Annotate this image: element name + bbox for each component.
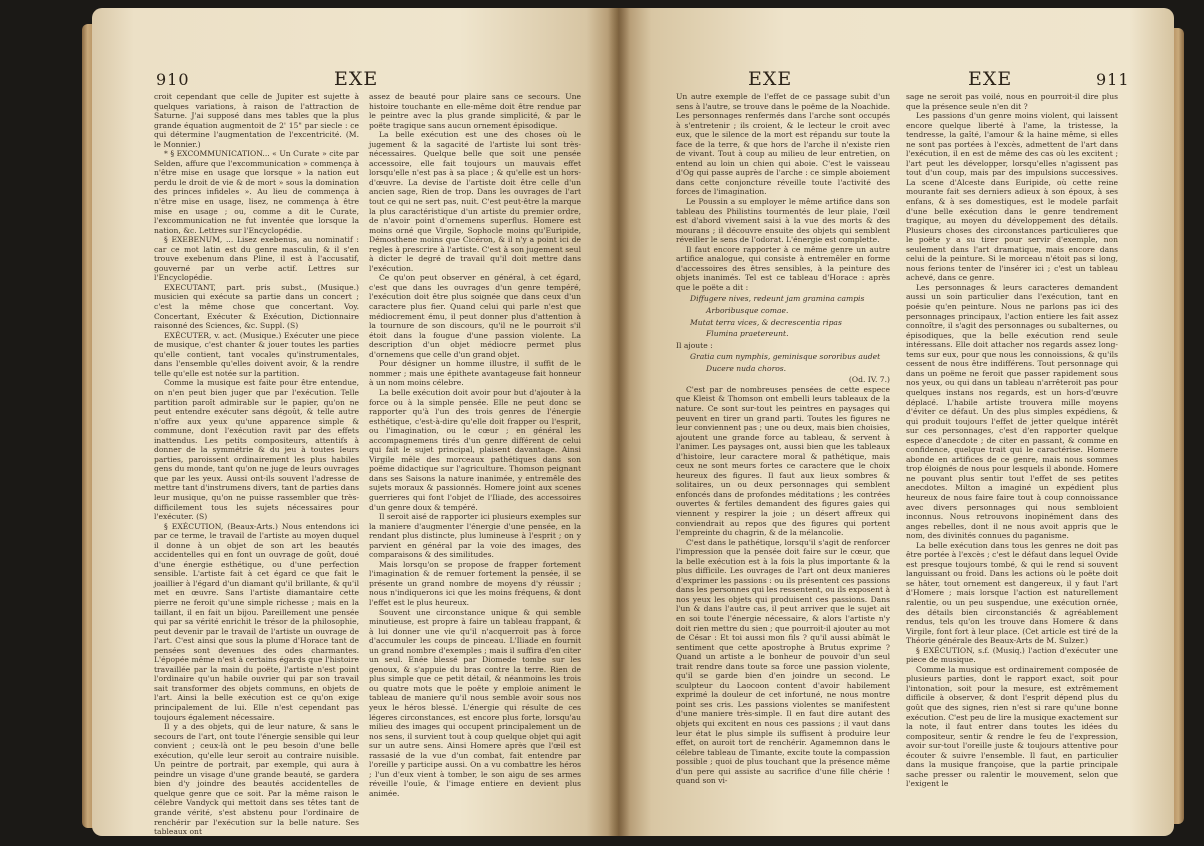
- right-page: [618, 8, 1174, 836]
- paragraph: C'est par de nombreuses pensées de cette espece que Kleist & Thomson ont embelli leurs tableaux de la nature. Ce sont sur-tout les peintres en paysages qui peuvent en tirer un grand parti. Toutes les figures ne leur conviennent pas ; une ou deux, mais bien choisies, ajoutent une grande force au tableau, & servent à l'animer. Les paysages ont, aussi bien que les tableaux d'histoire, leur caractere moral & pathétique, mais ceux ne sont meurs fortes ce caractere que le choix heureux des figures. Il faut aux lieux sombres & solitaires, un ou deux personnages qui semblent enfoncés dans de profondes méditations ; les contrées ouvertes & fertiles demandent des figures gaies qui viennent y respirer la joie ; un désert affreux qui conviendrait au repos que des figures qui portent l'empreinte du chagrin, & de la mélancolie.: [676, 384, 890, 538]
- paragraph: Les passions d'un genre moins violent, qui laissent encore quelque liberté à l'ame, la tristesse, la tendresse, la gaîté, l'amour & la haine même, si elles ne sont pas portées à l'excès, admettent de l'art dans l'exécution, il en est de même des cas où les excitent ; l'art peut les développer, lorsqu'elles n'agissent pas tout d'un coup, mais par des impulsions successives. La scene d'Alceste dans Euripide, où cette reine mourante fait ses derniers adieux à son époux, à ses enfans, & à ses domestiques, est le modele parfait d'une belle exécution dans le genre tendrement tragique, au moyen du développement des détails. Plusieurs choses des circonstances particulieres que le poëte y a su tirer pour servir d'exemple, non seulement dans l'art dramatique, mais encore dans celui de la peinture. Si le morceau n'étoit pas si long, nous ferions tenter de l'insérer ici ; c'est un tableau achevé, dans ce genre.: [906, 111, 1118, 283]
- verse-line: Diffugere nives, redeunt jam gramina campis: [690, 294, 865, 304]
- paragraph: C'est dans le pathétique, lorsqu'il s'agit de renforcer l'impression que la pensée doit faire sur le cœur, que la belle exécution est à la fois la plus importante & la plus difficile. Les ouvrages de l'art ont deux manieres d'exprimer les passions : ou ils présentent ces passions dans les personnes qui les ressentent, ou ils exposent à nos yeux les objets qui produisent ces passions. Dans l'un & dans l'autre cas, il peut arriver que le sujet ait en soi toute l'énergie nécessaire, & alors l'artiste n'y doit rien mettre du sien ; que pourroit-il ajouter au mot de César : Et toi aussi mon fils ? qu'il aussi abîmât le sentiment que cette apostrophe à Brutus exprime ? Quand un artiste a le bonheur de pouvoir d'un seul trait rendre dans toute sa force une passion violente, qu'il se garde bien d'en joindre un second. Le sculpteur du Laocoon content d'avoir habilement exprimé la douleur de cet infortuné, ne nous montre point ses cris. Les passions violentes se manifestent d'une maniere très-simple. Il en faut dire autant des objets qui excitent en nous ces passions ; il vaut dans leur état le plus simple ils suffisent à produire leur effet, on auroit tort de renchérir. Agamemnon dans le célebre tableau de Timante, excite toute la compassion possible ; quoi de plus touchant que la présence même d'un pere qui assiste au sacrifice d'une fille chérie ! quand son vi-: [676, 537, 890, 786]
- verse-line: Ducere nuda choros.: [706, 363, 787, 373]
- right-column-2: [906, 92, 1118, 789]
- paragraph: Il faut encore rapporter à ce même genre un autre artifice analogue, qui consiste à entremêler en forme d'accessoires des êtres sensibles, à la peinture des objets inanimés. Tel est ce tableau d'Horace : après que le poëte a dit :: [676, 244, 890, 292]
- paragraph: La belle exécution dans tous les genres ne doit pas être portée à l'excès ; c'est le défaut dans lequel Ovide est presque toujours tombé, & qui le rend si souvent languissant ou froid. Dans les actions où le poëte doit se hâter, tout ornement est dangereux, il y faut l'art d'Homere ; mais lorsque l'action est naturellement ralentie, ou un peu suspendue, une exécution ornée, des détails bien circonstanciés & agréablement rendus, tels qu'on les trouve dans Homere & dans Virgile, font fort à leur place. (Cet article est tiré de la Théorie générale des Beaux-Arts de M. Sulzer.): [906, 540, 1118, 646]
- verse-line: Arboribusque comae.: [706, 306, 789, 316]
- paragraph: Le Poussin a su employer le même artifice dans son tableau des Philistins tourmentés de leur plaie, l'œil est d'abord vivement saisi à la vue des morts & des mourans ; il découvre ensuite des objets qui semblent réveiller le sens de l'odorat. L'énergie est complette.: [676, 197, 890, 245]
- paragraph: § EXÉCUTION, s.f. (Musiq.) l'action d'exécuter une piece de musique.: [906, 645, 1118, 665]
- paragraph: Comme la musique est ordinairement composée de plusieurs parties, dont le rapport exact, soit pour l'intonation, soit pour la mesure, est extrêmement difficile à observer, & dont l'esprit dépend plus du goût que des signes, rien n'est si rare qu'une bonne exécution. C'est peu de lire la musique exactement sur la note, il faut entrer dans toutes les idées du compositeur, sentir & rendre le feu de l'expression, avoir sur-tout l'oreille juste & toujours attentive pour écouter & suivre l'ensemble. Il faut, en particulier dans la musique françoise, que la partie principale sache presser ou ralentir le mouvement, selon que l'exigent le: [906, 664, 1118, 789]
- paragraph: Mais lorsqu'on se propose de frapper fortement l'imagination & de remuer fortement la pensée, il se présente un grand nombre de moyens d'y réussir ; nous n'indiquerons ici que les moins fréquens, & dont l'effet est le plus heureux.: [369, 559, 581, 607]
- paragraph: Un autre exemple de l'effet de ce passage subit d'un sens à l'autre, se trouve dans le poëme de la Noachide. Les personnages renfermés dans l'arche sont occupés à s'entretenir ; ils croient, & le lecteur le croit avec eux, que le silence de la mort est répandu sur toute la face de la terre, & que hors de l'arche il n'existe rien de vivant. Tout à coup au milieu de leur entretien, on entend au loin un chien qui aboie. C'est le vaisseau d'Og qui passe auprès de l'arche : ce simple aboiement dans cette conjoncture réveille toute l'activité des forces de l'imagination.: [676, 92, 890, 197]
- paragraph: sage ne seroit pas voilé, nous en pourroit-il dire plus que la présence seule n'en dit ?: [906, 92, 1118, 111]
- paragraph: * § EXCOMMUNICATION... « Un Curate » cite par Selden, affure que l'excommunication » commença à n'être mise en usage que lorsque » la nation eut perdu le droit de vie & de mort » sous la domination des princes infideles ». Au lieu de commença à n'être mise en usage, lisez, ne commença à être mise en usage ; ou, comme a dit le Curate, l'excommunication ne fut inventée que lorsque la nation, &c. Lettres sur l'Encyclopédie.: [154, 149, 359, 235]
- paragraph: Il y a des objets, qui de leur nature, & sans le secours de l'art, ont toute l'énergie sensible qui leur convient ; ceux-là ont le peu besoin d'une belle exécution, qu'elle leur seroit au contraire nuisible. Un peintre de portrait, par exemple, qui aura à peindre un visage d'une grande beauté, se gardera bien d'y joindre des beautés accidentelles de quelque genre que ce soit. Par la même raison le célebre Vandyck qui mettoit dans ses têtes tant de grande vérité, s'est abstenu pour l'ordinaire de renchérir par l'exécution sur la belle nature. Ses tableaux ont: [154, 722, 359, 836]
- paragraph: La belle exécution est une des choses où le jugement & la sagacité de l'artiste lui sont très-nécessaires. Quelque belle que soit une pensée accessoire, elle fait toujours un mauvais effet lorsqu'elle n'est pas à sa place ; & qu'elle est un hors-d'œuvre. La devise de l'artiste doit être celle d'un ancien sage, Rien de trop. Dans les ouvrages de l'art tout ce qui ne sert pas, nuit. C'est peut-être la marque la plus caractéristique d'un artiste du premier ordre, de n'avoir point d'ornemens superflus. Homere est moins orné que Virgile, Sophocle moins qu'Euripide, Démosthene moins que Cicéron, & il n'y a point ici de regles à prescrire à l'artiste. C'est à son jugement seul à dicter le degré de travail qu'il doit mettre dans l'exécution.: [369, 130, 581, 273]
- verse-line: Gratia cum nymphis, geminisque sororibus audet: [690, 352, 881, 362]
- paragraph: § EXÉCUTION, (Beaux-Arts.) Nous entendons ici par ce terme, le travail de l'artiste au moyen duquel il donne à un objet de son art les beautés accidentelles qui en font un ouvrage de goût, doué d'une énergie esthétique, ou d'une perfection sensible. L'artiste fait à cet égard ce que fait le joaillier à l'égard d'un diamant qu'il brillante, & qu'il met en œuvre. Sans l'artiste diamantaire cette pierre ne feroit qu'une simple richesse ; mais en la taillant, il en fait un bijou. Pareillement une pensée qui par sa vérité enrichit le trésor de la philosophie, peut devenir par le travail de l'artiste un ouvrage de l'art. C'est ainsi que sous la plume d'Horace tant de pensées sont devenues des odes charmantes. L'épopée même n'est à certains égards que l'histoire travaillée par la main du poëte, l'artiste n'est point l'ordinaire qu'un habile ouvrier qui par son travail sait transformer des objets communs, en objets de l'art. Ainsi la belle exécution est ce qu'on exige principalement de lui. Elle n'est cependant pas toujours également nécessaire.: [154, 521, 359, 722]
- paragraph: § EXEBENUM, ... Lisez exebenus, au nominatif : car ce mot latin est du genre masculin, & il s'en trouve exebenum dans Pline, il est à l'accusatif, gouverné par un verbe actif. Lettres sur l'Encyclopédie.: [154, 235, 359, 283]
- book-gutter: [608, 8, 630, 836]
- paragraph: Souvent une circonstance unique & qui semble minutieuse, est propre à faire un tableau frappant, & à lui donner une vie qu'il n'acquerroit pas à force d'accumuler les coups de pinceau. L'Iliade en fournit un grand nombre d'exemples ; mais il suffira d'en citer un seul. Enée blessé par Diomede tombe sur les genoux, & s'appuie du bras contre la terre. Rien de plus simple que ce petit détail, & néanmoins les trois ou quatre mots que le poëte y emploie animent le tableau de maniere qu'il nous semble avoir sous nos yeux le héros blessé. L'énergie qui résulte de ces légeres circonstances, est encore plus forte, lorsqu'au milieu des images qui occupent principalement un de nos sens, il survient tout à coup quelque objet qui agit sur un autre sens. Ainsi Homere après que l'œil est rassasié de la vue d'un combat, fait entendre par l'oreille y participe aussi. On a vu combattre les héros ; l'un d'eux vient à tomber, le son aigu de ses armes réveille l'ouïe, & l'image entiere en devient plus animée.: [369, 607, 581, 798]
- verse-citation: (Od. IV. 7.): [848, 375, 890, 385]
- verse-intro: Il ajoute :: [676, 340, 713, 350]
- left-running-head: EXE: [334, 68, 379, 90]
- paragraph: Il seroit aisé de rapporter ici plusieurs exemples sur la maniere d'augmenter l'énergie d'une pensée, en la rendant plus distincte, plus lumineuse à l'esprit ; on y parvient en général par la voie des images, des comparaisons & des similitudes.: [369, 512, 581, 560]
- paragraph: EXECUTANT, part. pris subst., (Musique.) musicien qui exécute sa partie dans un concert ; c'est la même chose que concertant. Voy. Concertant, Exécuter & Exécution, Dictionnaire raisonné des Sciences, &c. Suppl. (S): [154, 282, 359, 331]
- paragraph: EXÉCUTER, v. act. (Musique.) Exécuter une piece de musique, c'est chanter & jouer toutes les parties qu'elle contient, tant vocales qu'instrumentales, dans l'ensemble qu'elles doivent avoir, & la rendre telle qu'elle est notée sur la partition.: [154, 330, 359, 378]
- left-page: [92, 8, 618, 836]
- paragraph: Les personnages & leurs caracteres demandent aussi un soin particulier dans l'exécution, tant en poésie qu'en peinture. Nous ne parlons pas ici des personnages principaux, l'action entiere les fait assez connoître, il s'agit des personnages ou subalternes, ou épisodiques, que la belle exécution rend seule intéressans. Elle doit attacher nos regards assez long-tems sur eux, pour que nous les connoissions, & qu'ils cessent de nous être indifférens. Tout personnage qui dans un poëme ne feroit que passer rapidement sous nos yeux, ou qui dans un tableau n'arrêteroit pas pour quelques instans nos regards, est un hors-d'œuvre déplacé. L'habile artiste trouvera mille moyens d'éviter ce défaut. Un des plus simples expédiens, & qui produit toujours l'effet de jetter quelque intérêt sur ces personnages, c'est d'en rapporter quelque espece d'anecdote ; de citer en passant, & comme en confidence, quelque trait qui le caractérise. Homere abonde en artifices de ce genre, mais nous sommes trop éloignés de nous pour lesquels il abonde. Homere ne pouvant plus sentir tout l'effet de ses petites anecdotes. Milton a imaginé un expédient plus heureux de nous faire faire tout à coup connoissance avec divers personnages qui nous sembloient inconnus. Nous retrouvons inopinément dans des anges rebelles, dont il ne nous avoit appris que le nom, des divinités connues du paganisme.: [906, 282, 1118, 541]
- right-running-head-left: EXE: [748, 68, 793, 90]
- left-column-2: [369, 92, 581, 798]
- paragraph: Ce qu'on peut observer en général, à cet égard, c'est que dans les ouvrages d'un genre tempéré, l'exécution doit être plus soignée que dans ceux d'un caractere plus fier. Quand celui qui parle n'est que médiocrement ému, il peut donner plus d'attention à la tournure de son discours, qu'il ne le pourroit s'il étoit dans la fougue d'une passion violente. La description d'un objet médiocre permet plus d'ornemens que celle d'un grand objet.: [369, 273, 581, 359]
- left-page-number: 910: [156, 70, 190, 89]
- verse-line: Flumina praetereunt.: [706, 329, 789, 339]
- open-book: [92, 8, 1174, 840]
- right-column-1: [676, 92, 890, 786]
- left-column-1: [154, 92, 359, 836]
- paragraph: La belle exécution doit avoir pour but d'ajouter à la force ou à la simple pensée. Elle ne peut donc se rapporter qu'à l'un des trois genres de l'énergie esthétique, c'est-à-dire qu'elle doit frapper ou l'esprit, ou l'imagination, ou le cœur ; en général les accompagnemens tirés d'un genre différent de celui qui fait le sujet principal, plaisent davantage. Ainsi Virgile mêle des morceaux pathétiques dans son poëme didactique sur l'agriculture. Thomson peignant dans ses Saisons la nature inanimée, y entremêle des sujets moraux & passionnés. Homere joint aux scenes guerrieres qui font l'objet de l'Iliade, des accessoires d'un genre doux & tempéré.: [369, 387, 581, 512]
- paragraph: assez de beauté pour plaire sans ce secours. Une histoire touchante en elle-même doit être rendue par le peintre avec la plus grande simplicité, & par le poëte tragique sans aucun ornement épisodique.: [369, 92, 581, 130]
- right-running-head-right: EXE: [968, 68, 1013, 90]
- verse-line: Mutat terra vices, & decrescentia ripas: [690, 317, 842, 327]
- paragraph: Comme la musique est faite pour être entendue, on n'en peut bien juger que par l'exécution. Telle partition paroît admirable sur le papier, qu'on ne peut entendre exécuter sans dégoût, & telle autre n'offre aux yeux qu'une apparence simple & commune, dont l'exécution ravit par des effets inattendus. Les petits compositeurs, attentifs à donner de la symmétrie & du jeu à toutes leurs parties, paroissent ordinairement les plus habiles gens du monde, tant qu'on ne juge de leurs ouvrages que par les yeux. Aussi ont-ils souvent l'adresse de mettre tant d'instrumens divers, tant de parties dans leur musique, qu'on ne puisse rassembler que très-difficilement tous les sujets nécessaires pour l'exécuter. (S): [154, 378, 359, 522]
- right-page-number: 911: [1096, 70, 1130, 89]
- paragraph: Pour désigner un homme illustre, il suffit de le nommer ; mais une épithete avantageuse fait honneur à un nom moins célebre.: [369, 359, 581, 388]
- paragraph: croit cependant que celle de Jupiter est sujette à quelques variations, à raison de l'attraction de Saturne. J'ai supposé dans mes tables que la plus grande équation augmentoit de 2' 15" par siecle : ce qui détermine l'augmentation de l'excentricité. (M. le Monnier.): [154, 92, 359, 149]
